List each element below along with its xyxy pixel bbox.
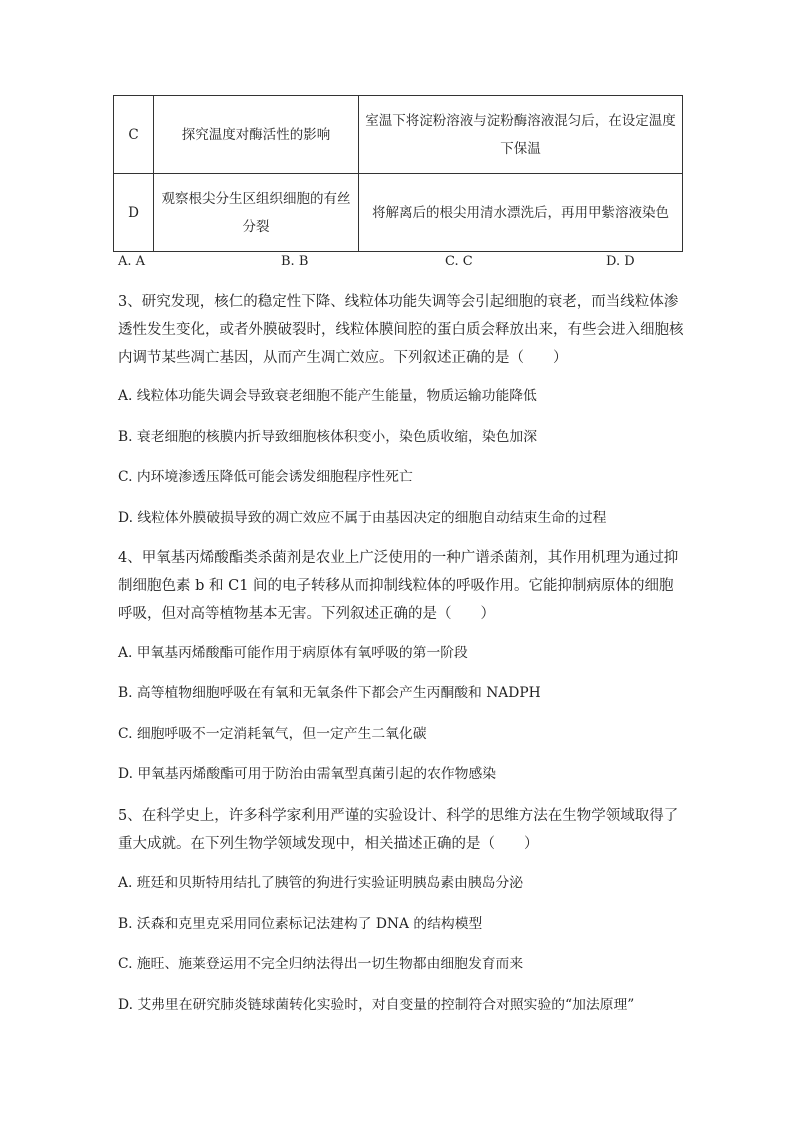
choice-c: C. C: [445, 254, 473, 269]
experiment-cell: 观察根尖分生区组织细胞的有丝分裂: [154, 174, 359, 252]
procedure-cell: 将解离后的根尖用清水漂洗后，再用甲紫溶液染色: [359, 174, 683, 252]
question-4-option-d: D. 甲氧基丙烯酸酯可用于防治由需氧型真菌引起的农作物感染: [118, 766, 497, 782]
table-row: [114, 96, 683, 174]
question-3-option-d: D. 线粒体外膜破损导致的凋亡效应不属于由基因决定的细胞自动结束生命的过程: [118, 510, 607, 526]
question-5-option-d: D. 艾弗里在研究肺炎链球菌转化实验时，对自变量的控制符合对照实验的“加法原理”: [118, 997, 635, 1013]
question-3-option-a: A. 线粒体功能失调会导致衰老细胞不能产生能量，物质运输功能降低: [118, 388, 537, 404]
question-4-option-a: A. 甲氧基丙烯酸酯可能作用于病原体有氧呼吸的第一阶段: [118, 645, 468, 661]
row-label: C: [114, 96, 154, 174]
question-5-option-c: C. 施旺、施莱登运用不完全归纳法得出一切生物都由细胞发育而来: [118, 956, 524, 972]
experiment-cell: 探究温度对酶活性的影响: [154, 96, 359, 174]
question-3-option-b: B. 衰老细胞的核膜内折导致细胞核体积变小，染色质收缩，染色加深: [118, 429, 538, 445]
question-4-option-c: C. 细胞呼吸不一定消耗氧气，但一定产生二氧化碳: [118, 726, 427, 742]
question-3-option-c: C. 内环境渗透压降低可能会诱发细胞程序性死亡: [118, 469, 413, 485]
options-table: [113, 95, 683, 252]
question-4-stem: 4、甲氧基丙烯酸酯类杀菌剂是农业上广泛使用的一种广谱杀菌剂，其作用机理为通过抑制细胞色素 b 和 C1 间的电子转移从而抑制线粒体的呼吸作用。它能抑制病原体的细胞呼吸，但对高等植物基本无害。下列叙述正确的是（ ）: [118, 550, 679, 622]
question-5-option-a: A. 班廷和贝斯特用结扎了胰管的狗进行实验证明胰岛素由胰岛分泌: [118, 875, 524, 891]
question-5-stem: 5、在科学史上，许多科学家利用严谨的实验设计、科学的思维方法在生物学领域取得了重大成就。在下列生物学领域发现中，相关描述正确的是（ ）: [118, 808, 679, 852]
procedure-cell: 室温下将淀粉溶液与淀粉酶溶液混匀后，在设定温度下保温: [359, 96, 683, 174]
choice-d: D. D: [606, 254, 635, 269]
q2-choices: [118, 254, 638, 274]
choice-a: A. A: [118, 254, 146, 269]
question-3-stem: 3、研究发现，核仁的稳定性下降、线粒体功能失调等会引起细胞的衰老，而当线粒体渗透性发生变化，或者外膜破裂时，线粒体膜间腔的蛋白质会释放出来，有些会进入细胞核内调节某些凋亡基因，从而产生凋亡效应。下列叙述正确的是（ ）: [118, 294, 684, 366]
table-row: [114, 174, 683, 252]
question-5-option-b: B. 沃森和克里克采用同位素标记法建构了 DNA 的结构模型: [118, 916, 483, 932]
row-label: D: [114, 174, 154, 252]
choice-b: B. B: [281, 254, 309, 269]
question-4-option-b: B. 高等植物细胞呼吸在有氧和无氧条件下都会产生丙酮酸和 NADPH: [118, 685, 541, 701]
